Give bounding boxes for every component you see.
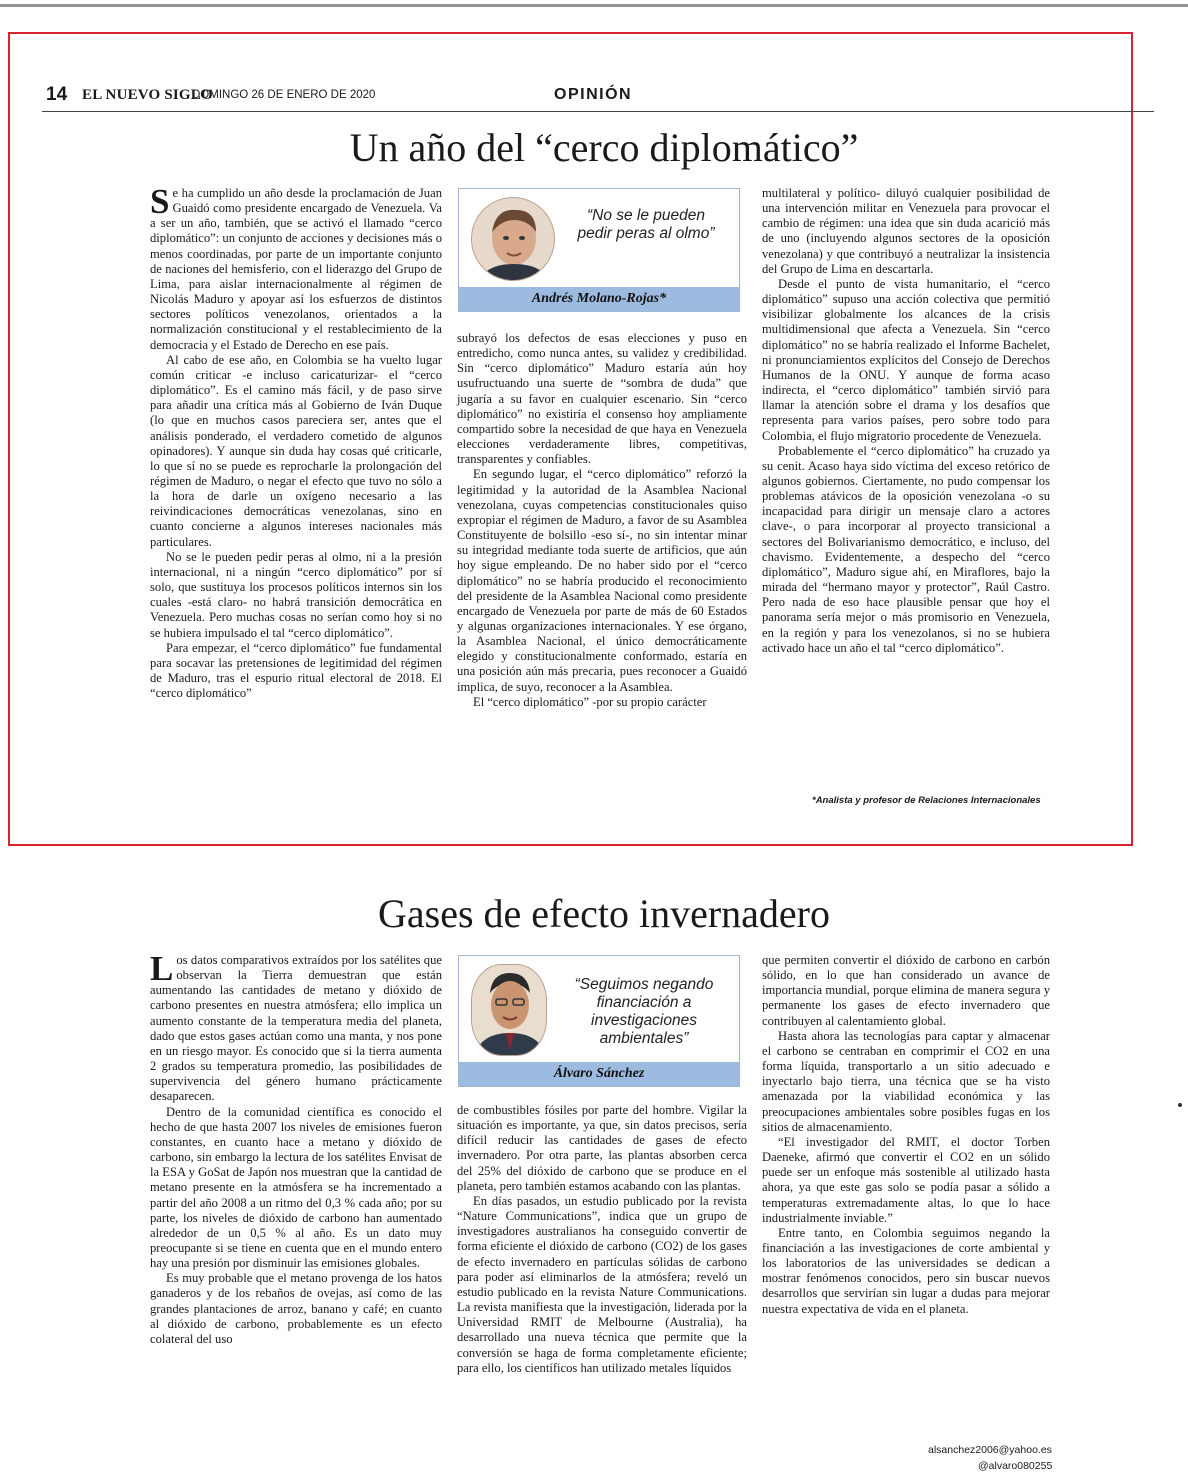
pullquote-text: “Seguimos negando financiación a investigaciones ambientales”: [574, 976, 714, 1047]
article1-paragraph: Se ha cumplido un año desde la proclamación de Juan Guaidó como presidente encargado de Venezuela. Va a ser un año, también, que se activó el llamado “cerco diplomático”: un conjunto de acciones y decisiones más o menos coordinadas, por parte de un importante conjunto de naciones del hemisferio, con el liderazgo del Grupo de Lima, para aislar internacionalmente al régimen de Nicolás Maduro y apoyar así los esfuerzos de distintos sectores políticos venezolanos, orientados a la normalización constitucional y el restablecimiento de la democracia y el Estado de Derecho en ese país.: [150, 182, 442, 352]
article2-paragraph: de combustibles fósiles por parte del hombre. Vigilar la situación es importante, ya que, sin datos precisos, sería difícil reducir las cantidades de gases de efecto invernadero. Por otra parte, las plantas absorben cerca del 25% del dióxido de carbono que se produce en el planeta, pero también estamos acabando con las plantas.: [457, 1103, 747, 1193]
page-header: [42, 84, 1154, 112]
article1-paragraph: No se le pueden pedir peras al olmo, ni a la presión internacional, ni a ningún “cerco diplomático” por sí solo, que sustituya los procesos políticos internos sin los cuales -está claro- no habrá transición democrática en Venezuela. Pero muchas cosas no serían como hoy si no se hubiera impulsado el tal “cerco diplomático”.: [150, 549, 442, 640]
article2-paragraph: Entre tanto, en Colombia seguimos negando la financiación a las investigaciones de corte ambiental y los laboratorios de las universidades se dedican a mostrar fenómenos conocidos, pero sin buscar nuevos desarrollos que servirían sin lugar a dudas para mejorar nuestra expectativa de vida en el planeta.: [762, 1225, 1050, 1316]
author-portrait-icon: [471, 197, 555, 281]
article2-column-3: [762, 953, 1050, 1317]
article1-paragraph: Probablemente el “cerco diplomático” ha cruzado ya su cenit. Acaso haya sido víctima del exceso retórico de algunos gobiernos. Ciertamente, no pudo compensar los problemas atávicos de la oposición venezolana -o su incapacidad para dirigir un mensaje claro a actores clave-, o para incorporar al proyecto transicional a sectores del Bolivarianismo democrático, e incluso, del chavismo. Evidentemente, a despecho del “cerco diplomático”, Maduro sigue ahí, en Miraflores, bajo la mirada del “hermano mayor y protector”, Raúl Castro. Pero nada de eso hace plausible pensar que hoy el panorama sería mejor o más promisorio en Venezuela, en la región y para los venezolanos, si no se hubiera activado hace un año el tal “cerco diplomático”.: [762, 443, 1050, 655]
author-name: Álvaro Sánchez: [459, 1062, 739, 1086]
author-footnote: *Analista y profesor de Relaciones Internacionales: [812, 795, 1041, 806]
author-handle: @alvaro080255: [978, 1460, 1053, 1472]
article1-paragraph: multilateral y político- diluyó cualquier posibilidad de una intervención militar en Venezuela para provocar el cambio de régimen: una idea que sin duda acarició más de uno (incluyendo algunos sectores de la oposición venezolana) y que contribuyó a neutralizar la insistencia del Grupo de Lima en descartarla.: [762, 186, 1050, 276]
article1-column-1: [150, 182, 442, 701]
article1-column-2: [457, 331, 747, 710]
publication-date: DOMINGO 26 DE ENERO DE 2020: [192, 89, 376, 101]
article2-paragraph: Hasta ahora las tecnologías para captar y almacenar el carbono se centraban en comprimir el CO2 en una forma líquida, transportarlo a un sitio adecuado e inyectarlo bajo tierra, una técnica que se ha visto amenazada por la viabilidad económica y las preocupaciones ambientales sobre posibles fugas en los sitios de almacenamiento.: [762, 1028, 1050, 1134]
author-portrait-icon: [471, 964, 547, 1056]
article1-title: Un año del “cerco diplomático”: [349, 125, 859, 170]
article1-paragraph: subrayó los defectos de esas elecciones y puso en entredicho, como nunca antes, su validez y credibilidad. Sin “cerco diplomático” Maduro estaría aún hoy usufructuando una suerte de “sombra de duda” que jugaría a su favor en cualquier escenario. Sin “cerco diplomático” no existiría el consenso hoy ampliamente compartido sobre la necesidad de que haya en Venezuela elecciones verdaderamente libres, competitivas, transparentes y confiables.: [457, 331, 747, 467]
page-number: 14: [46, 84, 68, 105]
dropcap: L: [150, 949, 174, 988]
article2-pullquote-box: [458, 955, 740, 1087]
article2-paragraph: Los datos comparativos extraídos por los satélites que observan la Tierra demuestran que están aumentando las cantidades de metano y dióxido de carbono presentes en nuestra atmósfera; ello implica un aumento constante de la temperatura media del planeta, dado que estos gases actúan como una manta, y nos pone en un riesgo mayor. Es conocido que si la tierra aumenta 2 grados su temperatura promedio, las posibilidades de supervivencia del género humano prácticamente desaparecen.: [150, 949, 442, 1104]
author-name: Andrés Molano-Rojas*: [459, 287, 739, 311]
masthead: EL NUEVO SIGLO: [82, 87, 213, 103]
author-email: alsanchez2006@yahoo.es: [928, 1444, 1052, 1456]
article2-paragraph: En días pasados, un estudio publicado por la revista “Nature Communications”, indica que un grupo de investigadores australianos ha conseguido convertir de forma eficiente el dióxido de carbono (CO2) de los gases de efecto invernadero en partículas sólidas de carbono para poder así eliminarlos de la atmósfera; reveló un estudio publicado en la revista Nature Communications. La revista manifiesta que la investigación, liderada por la Universidad RMIT de Melbourne (Australia), ha desarrollado una nueva técnica que permite que la conversión se haga de forma completamente eficiente; para ello, los científicos han utilizado metales líquidos: [457, 1193, 747, 1375]
article1-paragraph: El “cerco diplomático” -por su propio carácter: [473, 694, 707, 709]
article1-paragraph: Para empezar, el “cerco diplomático” fue fundamental para socavar las pretensiones de legitimidad del régimen de Maduro, tras el espurio ritual electoral de 2018. El “cerco diplomático”: [150, 640, 442, 701]
article2-column-1: [150, 949, 442, 1347]
article2-column-2: [457, 1103, 747, 1376]
article2-title: Gases de efecto invernadero: [378, 891, 830, 936]
article1-paragraph: Desde el punto de vista humanitario, el “cerco diplomático” supuso una acción colectiva que permitió visibilizar globalmente los alcances de la crisis multidimensional que afecta a Venezuela. Sin “cerco diplomático” no se habría realizado el Informe Bachelet, ni pronunciamientos explícitos del Consejo de Derechos Humanos de la ONU. Y aunque de forma acaso indirecta, el “cerco diplomático” también sirvió para llamar la atención sobre el drama y los desafíos que representa para varios países, pero sobre todo para Colombia, el flujo migratorio procedente de Venezuela.: [762, 276, 1050, 443]
article2-paragraph: Es muy probable que el metano provenga de los hatos ganaderos y de los rebaños de ovejas, así como de las grandes plantaciones de arroz, banano y café; en cuanto al dióxido de carbono, probablemente es un efecto colateral del uso: [150, 1271, 442, 1346]
dropcap: S: [150, 182, 170, 221]
article1-paragraph: Al cabo de ese año, en Colombia se ha vuelto lugar común criticar -e incluso caricaturizar- el “cerco diplomático”. Es el camino más fácil, y de paso sirve para añadir una crítica más al Gobierno de Iván Duque (lo que en muchos casos pareciera ser, antes que el análisis ponderado, el verdadero cometido de algunos opinadores). Y aunque sin duda hay cosas qué criticarle, lo que sí no se puede es reprocharle la prolongación del régimen de Maduro, o negar el efecto que tuvo no sólo a la hora de darle un oxígeno necesario a las reivindicaciones democráticas venezolanas, sino en cuanto concierne a algunos intereses nacionales más particulares.: [150, 352, 442, 549]
article1-column-3: [762, 186, 1050, 656]
section-name: OPINIÓN: [554, 86, 633, 103]
article2-paragraph: que permiten convertir el dióxido de carbono en carbón sólido, en lo que han considerado un avance de importancia mundial, porque elimina de manera segura y permanente los gases de efecto invernadero que contribuyen al calentamiento global.: [762, 953, 1050, 1028]
top-rule: [0, 4, 1188, 7]
pullquote-text: “No se le pueden pedir peras al olmo”: [577, 207, 715, 242]
scan-speck: [1178, 1103, 1182, 1107]
article1-pullquote-box: [458, 188, 740, 312]
article2-paragraph: Dentro de la comunidad científica es conocido el hecho de que hasta 2007 los niveles de emisiones fueron constantes, en cuanto hace a metano y dióxido de carbono, sin embargo la lectura de los satélites Envisat de la ESA y GoSat de Japón nos muestran que la cantidad de metano presente en la atmósfera se ha incrementado a partir del año 2008 a un ritmo del 0,3 % cada año; por su parte, los niveles de dióxido de carbono han aumentado alrededor de un 0,5 % al año. Es un dato muy preocupante si se tiene en cuenta que en el mundo entero hay una presión por disminuir las emisiones globales.: [150, 1104, 442, 1271]
article1-paragraph: En segundo lugar, el “cerco diplomático” reforzó la legitimidad y la autoridad de la Asamblea Nacional venezolana, cuyas competencias constitucionales quiso expropiar el régimen de Maduro, a favor de su Asamblea Constituyente de bolsillo -eso sí-, no sin intentar minar su integridad mediante toda suerte de artificios, que aún hoy sigue empleando. De no haber sido por el “cerco diplomático” no se habría producido el reconocimiento del presidente de la Asamblea Nacional como presidente encargado de Venezuela por parte de más de 60 Estados y algunas organizaciones internacionales. Y ese órgano, la Asamblea Nacional, el único democráticamente elegido y constitucionalmente conformado, estaría en una posición aún más precaria, pues reconocer a Guaidó implica, de suyo, reconocer a la Asamblea.: [457, 467, 747, 694]
article2-paragraph: “El investigador del RMIT, el doctor Torben Daeneke, afirmó que convertir el CO2 en un sólido puede ser un enfoque más sostenible al utilizado hasta ahora, ya que este gas solo se podía pasar a sólido a temperaturas extremadamente altas, lo que lo hace industrialmente inviable.”: [762, 1134, 1050, 1225]
